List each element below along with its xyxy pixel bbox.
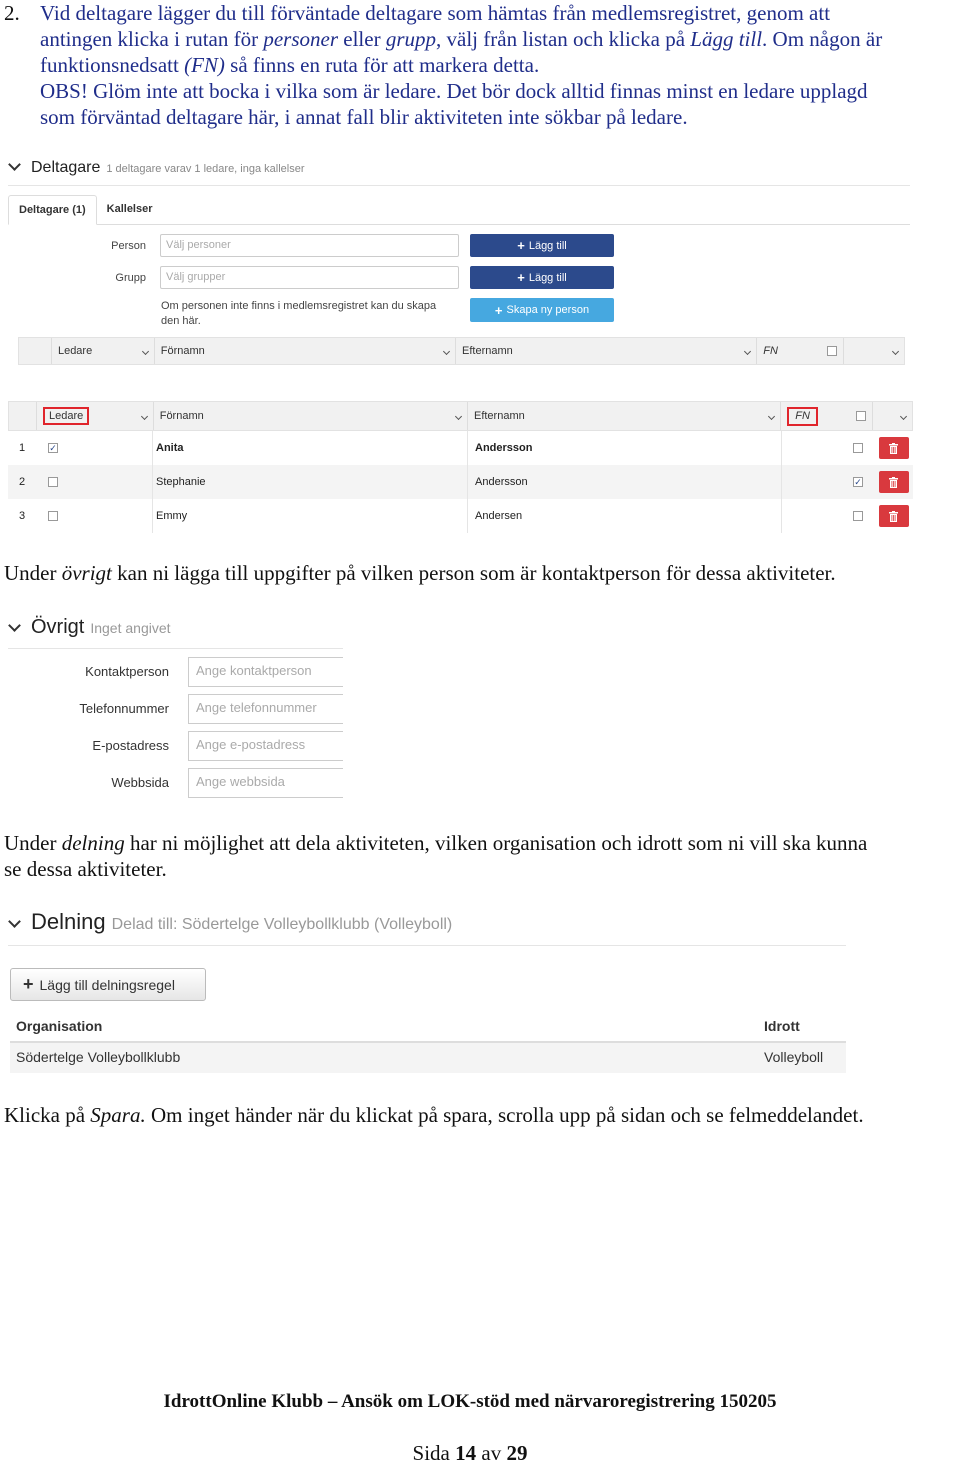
first-name-cell: Stephanie	[153, 465, 468, 499]
intro-paragraph	[4, 0, 960, 130]
footer-text: IdrottOnline Klubb – Ansök om LOK-stöd med närvaroregistrering 150205	[163, 1391, 777, 1412]
table-row	[10, 1043, 846, 1073]
col-ledare[interactable]: Ledare	[52, 338, 155, 364]
chevron-down-icon	[768, 412, 775, 419]
spara-paragraph: Klicka på Spara. Om inget händer när du klickat på spara, scrolla upp på sidan och se felmeddelandet.	[4, 1103, 864, 1127]
fn-checkbox[interactable]	[853, 511, 863, 521]
page-number: Sida 14 av 29	[412, 1441, 528, 1464]
chevron-down-icon	[8, 619, 21, 632]
deltagare-title: Deltagare	[31, 159, 101, 176]
tab-kallelser[interactable]: Kallelser	[106, 203, 153, 215]
chevron-down-icon	[455, 412, 462, 419]
col-efternamn[interactable]: Efternamn	[468, 402, 781, 430]
info-text: Om personen inte finns i medlemsregistret kan du skapa den här.	[161, 300, 437, 327]
table-row	[8, 465, 913, 499]
ovrigt-title: Övrigt	[31, 616, 85, 638]
ovrigt-header[interactable]	[10, 616, 171, 639]
col-fornamn[interactable]: Förnamn	[155, 338, 456, 364]
field-label: Webbsida	[111, 775, 169, 790]
col-efternamn[interactable]: Efternamn	[456, 338, 757, 364]
row-number: 1	[18, 442, 26, 454]
participants-table	[8, 401, 913, 534]
table-header	[8, 401, 913, 431]
intro-line-1: Vid deltagare lägger du till förväntade deltagare som hämtas från medlemsregistret, genom att	[40, 1, 831, 25]
add-person-button[interactable]: + Lägg till	[470, 234, 614, 257]
table-row	[8, 431, 913, 465]
first-name-cell: Emmy	[153, 499, 468, 533]
deltagare-table-header	[18, 337, 905, 365]
first-name-cell: Anita	[153, 431, 468, 465]
trash-icon	[889, 477, 898, 488]
chevron-down-icon	[141, 412, 148, 419]
field-label: E-postadress	[92, 738, 169, 753]
chevron-down-icon	[892, 347, 899, 354]
delning-paragraph: Under delning har ni möjlighet att dela aktiviteten, vilken organisation och idrott som ni vill ska kunna se dessa aktiviteter.	[4, 831, 868, 881]
deltagare-panel	[8, 155, 910, 370]
col-idrott: Idrott	[764, 1018, 800, 1034]
list-number: 2.	[4, 1, 20, 25]
fn-checkbox[interactable]	[856, 411, 866, 421]
plus-icon: +	[517, 238, 525, 253]
field-input[interactable]: Ange e-postadress	[188, 731, 343, 761]
ovrigt-panel	[8, 612, 343, 802]
last-name-cell: Andersen	[468, 499, 782, 533]
add-sharing-rule-button[interactable]: + Lägg till delningsregel	[10, 968, 206, 1001]
deltagare-header[interactable]	[10, 159, 305, 177]
person-label: Person	[111, 240, 146, 252]
field-input[interactable]: Ange kontaktperson	[188, 657, 343, 687]
chevron-down-icon	[142, 347, 149, 354]
plus-icon: +	[517, 270, 525, 285]
chevron-down-icon	[443, 347, 450, 354]
add-group-button[interactable]: + Lägg till	[470, 266, 614, 289]
intro-line-3: funktionsnedsatt (FN) så finns en ruta för att markera detta.	[40, 53, 540, 77]
create-person-button[interactable]: + Skapa ny person	[470, 298, 614, 322]
intro-line-5: som förväntad deltagare här, i annat fall blir aktiviteten inte sökbar på ledare.	[40, 105, 688, 129]
col-organisation: Organisation	[16, 1018, 103, 1034]
delete-button[interactable]	[879, 505, 909, 527]
ovrigt-subtitle: Inget angivet	[90, 620, 171, 636]
tab-deltagare[interactable]: Deltagare (1)	[8, 195, 97, 225]
grupp-input[interactable]: Välj grupper	[160, 266, 459, 289]
row-number: 3	[18, 510, 26, 522]
field-label: Telefonnummer	[79, 701, 169, 716]
field-label: Kontaktperson	[85, 664, 169, 679]
delning-header[interactable]	[10, 909, 452, 935]
fn-checkbox[interactable]: ✓	[854, 476, 862, 487]
deltagare-subtitle: 1 deltagare varav 1 ledare, inga kallelser	[106, 163, 305, 175]
field-input[interactable]: Ange webbsida	[188, 768, 343, 798]
intro-line-2: antingen klicka i rutan för personer eller grupp, välj från listan och klicka på Lägg till. Om någon är	[40, 27, 883, 51]
field-input[interactable]: Ange telefonnummer	[188, 694, 343, 724]
org-cell: Södertelge Volleybollklubb	[16, 1049, 181, 1065]
chevron-down-icon	[744, 347, 751, 354]
trash-icon	[889, 443, 898, 454]
plus-icon: +	[494, 302, 503, 318]
delete-button[interactable]	[879, 471, 909, 493]
trash-icon	[889, 511, 898, 522]
col-fornamn[interactable]: Förnamn	[154, 402, 468, 430]
col-fn[interactable]: FN	[757, 338, 844, 364]
row-number: 2	[18, 476, 26, 488]
ovrigt-paragraph: Under övrigt kan ni lägga till uppgifter på vilken person som är kontaktperson för dessa aktiviteter.	[4, 561, 836, 585]
chevron-down-icon	[900, 412, 907, 419]
fn-checkbox[interactable]	[853, 443, 863, 453]
leader-checkbox[interactable]	[48, 511, 58, 521]
leader-checkbox[interactable]	[48, 477, 58, 487]
person-input[interactable]: Välj personer	[160, 234, 459, 257]
delete-button[interactable]	[879, 437, 909, 459]
deltagare-tabs	[8, 195, 910, 225]
leader-checkbox[interactable]: ✓	[49, 442, 57, 453]
delning-subtitle: Delad till: Södertelge Volleybollklubb (Volleyboll)	[111, 916, 453, 933]
table-body	[8, 431, 913, 533]
chevron-down-icon	[8, 915, 21, 928]
last-name-cell: Andersson	[468, 431, 782, 465]
sport-cell: Volleyboll	[764, 1049, 824, 1065]
plus-icon: +	[23, 974, 34, 994]
grupp-label: Grupp	[115, 272, 146, 284]
last-name-cell: Andersson	[468, 465, 782, 499]
col-fn[interactable]: FN	[781, 402, 873, 430]
table-row	[8, 499, 913, 533]
intro-line-4: OBS! Glöm inte att bocka i vilka som är ledare. Det bör dock alltid finnas minst en ledare upplagd	[40, 79, 868, 103]
col-ledare[interactable]: Ledare	[37, 402, 154, 430]
delning-panel	[8, 905, 848, 1075]
delning-title: Delning	[31, 909, 106, 934]
fn-checkbox[interactable]	[827, 346, 837, 356]
chevron-down-icon	[8, 158, 21, 171]
